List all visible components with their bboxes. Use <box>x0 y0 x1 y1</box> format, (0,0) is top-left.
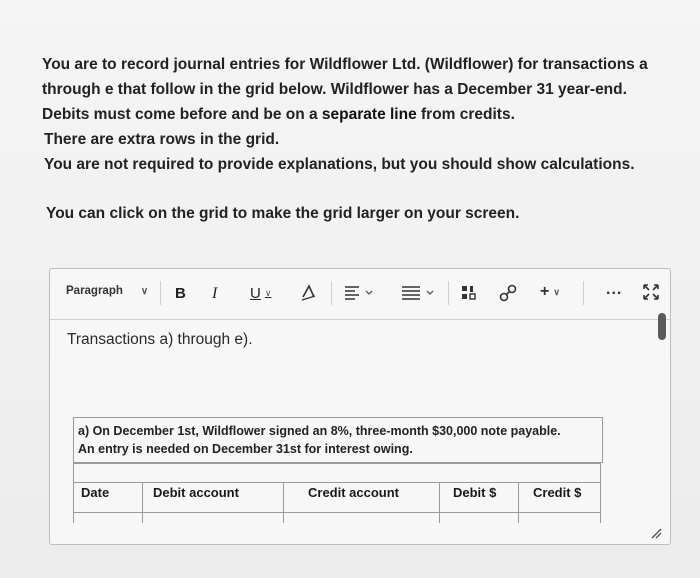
list-icon <box>400 283 438 303</box>
italic-button[interactable]: I <box>212 285 218 302</box>
instruction-line-1: You are to record journal entries for Wildflower Ltd. (Wildflower) for transactions a <box>42 56 648 73</box>
image-icon[interactable] <box>460 283 478 306</box>
instruction-line-2: through e that follow in the grid below. Wildflower has a December 31 year-end. <box>42 81 627 98</box>
editor-toolbar <box>50 269 670 320</box>
column-header-credit-amount: Credit $ <box>533 485 582 500</box>
instruction-line-4: There are extra rows in the grid. <box>44 131 280 148</box>
link-icon[interactable] <box>498 283 518 306</box>
toolbar-divider <box>583 281 584 305</box>
toolbar-divider <box>160 281 161 305</box>
transaction-a-box <box>73 417 603 463</box>
grid-line <box>73 463 601 464</box>
paragraph-label: Paragraph <box>66 285 123 297</box>
click-note: You can click on the grid to make the grid larger on your screen. <box>46 205 520 222</box>
instruction-line-3-start: Debits must come before and be on a <box>42 106 322 123</box>
instruction-line-5: You are not required to provide explanations, but you should show calculations. <box>44 156 635 173</box>
more-icon[interactable]: ... <box>606 281 623 298</box>
grid-line <box>73 463 74 523</box>
insert-dropdown[interactable] <box>540 283 560 301</box>
scrollbar-thumb[interactable] <box>658 313 666 340</box>
grid-line <box>73 482 601 483</box>
instruction-line-3-end: from credits. <box>416 106 515 123</box>
instruction-line-3 <box>42 102 682 127</box>
grid-line <box>283 482 284 523</box>
rich-text-editor[interactable] <box>49 268 671 545</box>
grid-line <box>439 482 440 523</box>
chevron-down-icon: ∨ <box>264 288 272 298</box>
paragraph-format-dropdown[interactable] <box>66 285 148 297</box>
underline-label: U <box>250 285 261 302</box>
instruction-emphasis: separate line <box>321 106 417 123</box>
grid-line <box>73 512 601 513</box>
column-header-credit-account: Credit account <box>308 485 400 500</box>
fullscreen-icon[interactable] <box>642 283 660 304</box>
transaction-a-line-2: An entry is needed on December 31st for interest owing. <box>78 442 413 456</box>
instructions <box>42 52 682 177</box>
column-header-debit-amount: Debit $ <box>453 485 497 500</box>
grid-line <box>142 482 143 523</box>
column-header-debit-account: Debit account <box>153 485 239 500</box>
chevron-down-icon: ∨ <box>140 285 149 297</box>
plus-icon: + <box>540 283 550 300</box>
toolbar-divider <box>331 281 332 305</box>
bold-button[interactable]: B <box>175 285 186 302</box>
column-header-date: Date <box>81 485 110 500</box>
grid-line <box>518 482 519 523</box>
chevron-down-icon: ∨ <box>553 286 560 297</box>
journal-grid[interactable] <box>73 463 601 523</box>
toolbar-divider <box>448 281 449 305</box>
transaction-a-line-1: a) On December 1st, Wildflower signed an 8%, three-month $30,000 note payable. <box>78 424 561 438</box>
resize-handle-icon[interactable] <box>648 525 662 544</box>
underline-button[interactable] <box>250 285 271 302</box>
grid-line <box>600 463 601 523</box>
align-dropdown[interactable] <box>343 283 377 306</box>
transactions-heading: Transactions a) through e). <box>67 331 253 348</box>
align-icon <box>343 283 377 303</box>
list-dropdown[interactable] <box>400 283 438 306</box>
text-color-icon[interactable] <box>300 283 318 306</box>
